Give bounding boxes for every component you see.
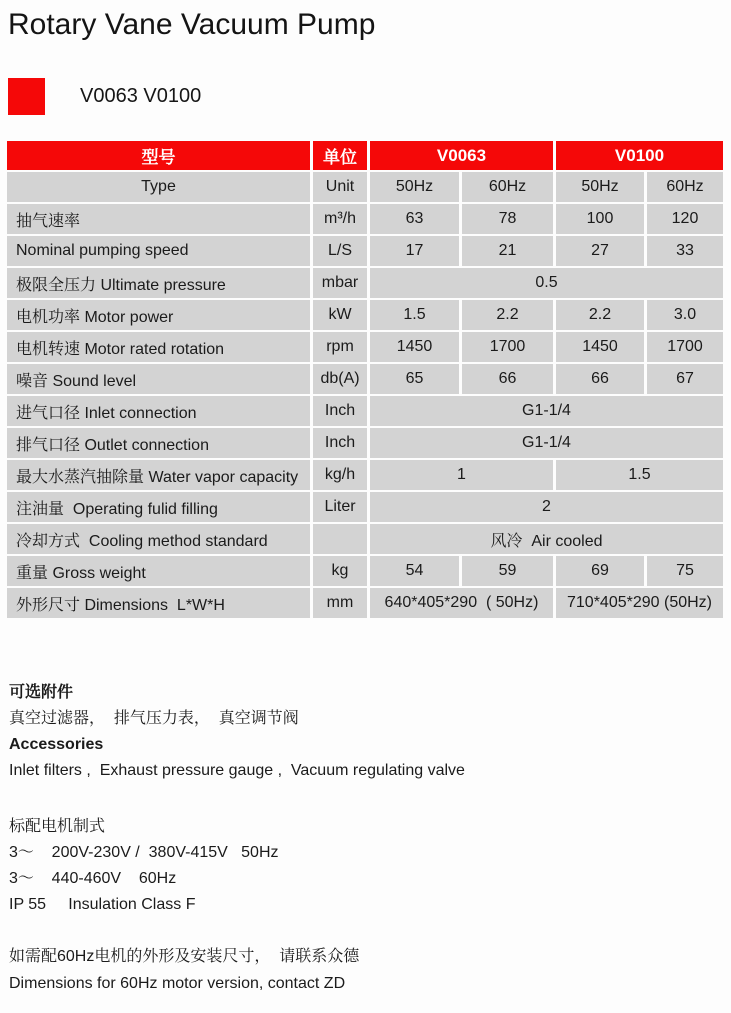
value-cell: 75 bbox=[647, 556, 723, 586]
value-cell: 69 bbox=[556, 556, 644, 586]
row-label: 冷却方式 Cooling method standard bbox=[7, 524, 310, 554]
unit-cell: kW bbox=[313, 300, 367, 330]
value-cell-merged: G1-1/4 bbox=[370, 396, 723, 426]
row-label: 抽气速率 bbox=[7, 204, 310, 234]
table-row-operating-fluid-filling bbox=[7, 492, 723, 522]
value-cell: 63 bbox=[370, 204, 459, 234]
value-cell: 33 bbox=[647, 236, 723, 266]
row-label: 电机转速 Motor rated rotation bbox=[7, 332, 310, 362]
row-label: Nominal pumping speed bbox=[7, 236, 310, 266]
value-cell: 27 bbox=[556, 236, 644, 266]
header-unit-col: 单位 bbox=[313, 141, 367, 170]
model-badge-label: V0063 V0100 bbox=[80, 85, 202, 107]
value-cell: 66 bbox=[556, 364, 644, 394]
footer-note bbox=[9, 943, 359, 997]
value-cell: 54 bbox=[370, 556, 459, 586]
motor-title: 标配电机制式 bbox=[9, 818, 106, 835]
unit-cell: db(A) bbox=[313, 364, 367, 394]
header-model-a: V0063 bbox=[370, 141, 553, 170]
unit-cell: L/S bbox=[313, 236, 367, 266]
header-model-col: 型号 bbox=[7, 141, 310, 170]
table-row-inlet-connection bbox=[7, 396, 723, 426]
unit-cell: kg bbox=[313, 556, 367, 586]
value-cell-merged: 710*405*290 (50Hz) bbox=[556, 588, 723, 618]
accessories-list-en: Inlet filters , Exhaust pressure gauge , Vacuum regulating valve bbox=[9, 762, 465, 779]
footer-note-en: Dimensions for 60Hz motor version, contact ZD bbox=[9, 975, 346, 992]
value-cell: 1700 bbox=[462, 332, 553, 362]
row-label: 重量 Gross weight bbox=[7, 556, 310, 586]
table-subheader-row bbox=[7, 172, 723, 202]
table-row-dimensions bbox=[7, 588, 723, 618]
page-title: Rotary Vane Vacuum Pump bbox=[8, 8, 376, 41]
row-label: Type bbox=[7, 172, 310, 202]
unit-cell: mm bbox=[313, 588, 367, 618]
unit-cell: rpm bbox=[313, 332, 367, 362]
table-row-motor-rated-rotation bbox=[7, 332, 723, 362]
model-badge-row bbox=[8, 78, 201, 115]
value-cell: 1700 bbox=[647, 332, 723, 362]
table-row-ultimate-pressure bbox=[7, 268, 723, 298]
table-header-row bbox=[7, 141, 723, 170]
value-cell: 17 bbox=[370, 236, 459, 266]
value-cell: 67 bbox=[647, 364, 723, 394]
accessories-title-cn: 可选附件 bbox=[9, 684, 74, 701]
value-cell-merged: 1.5 bbox=[556, 460, 723, 490]
table-row-pumping-speed-m3h bbox=[7, 204, 723, 234]
table-row-gross-weight bbox=[7, 556, 723, 586]
value-cell-merged: 2 bbox=[370, 492, 723, 522]
freq-cell: 50Hz bbox=[370, 172, 459, 202]
accessories-note bbox=[9, 680, 465, 784]
motor-protection-class: IP 55 Insulation Class F bbox=[9, 896, 196, 913]
row-label: 进气口径 Inlet connection bbox=[7, 396, 310, 426]
table-row-motor-power bbox=[7, 300, 723, 330]
unit-cell: mbar bbox=[313, 268, 367, 298]
value-cell: 3.0 bbox=[647, 300, 723, 330]
row-label: 排气口径 Outlet connection bbox=[7, 428, 310, 458]
value-cell: 1.5 bbox=[370, 300, 459, 330]
table-row-nominal-pumping-speed bbox=[7, 236, 723, 266]
motor-voltage-50hz: 3～ 200V-230V / 380V-415V 50Hz bbox=[9, 844, 279, 861]
row-label: 注油量 Operating fulid filling bbox=[7, 492, 310, 522]
value-cell: 2.2 bbox=[462, 300, 553, 330]
accessories-title-en: Accessories bbox=[9, 736, 104, 753]
value-cell: 65 bbox=[370, 364, 459, 394]
header-model-b: V0100 bbox=[556, 141, 723, 170]
table-row-outlet-connection bbox=[7, 428, 723, 458]
unit-cell: kg/h bbox=[313, 460, 367, 490]
value-cell: 100 bbox=[556, 204, 644, 234]
value-cell: 78 bbox=[462, 204, 553, 234]
unit-cell bbox=[313, 524, 367, 554]
motor-voltage-60hz: 3～ 440-460V 60Hz bbox=[9, 870, 177, 887]
freq-cell: 50Hz bbox=[556, 172, 644, 202]
value-cell-merged: 风冷 Air cooled bbox=[370, 524, 723, 554]
value-cell-merged: G1-1/4 bbox=[370, 428, 723, 458]
value-cell: 21 bbox=[462, 236, 553, 266]
value-cell: 59 bbox=[462, 556, 553, 586]
spec-table bbox=[4, 139, 726, 620]
row-label: 电机功率 Motor power bbox=[7, 300, 310, 330]
motor-standard-note bbox=[9, 814, 279, 918]
unit-cell: Inch bbox=[313, 428, 367, 458]
value-cell-merged: 0.5 bbox=[370, 268, 723, 298]
unit-cell: Liter bbox=[313, 492, 367, 522]
table-row-cooling-method bbox=[7, 524, 723, 554]
value-cell-merged: 1 bbox=[370, 460, 553, 490]
table-row-water-vapor-capacity bbox=[7, 460, 723, 490]
unit-cell: Inch bbox=[313, 396, 367, 426]
footer-note-cn: 如需配60Hz电机的外形及安装尺寸， 请联系众德 bbox=[9, 948, 360, 965]
spec-table-container bbox=[4, 139, 726, 620]
freq-cell: 60Hz bbox=[462, 172, 553, 202]
value-cell: 1450 bbox=[370, 332, 459, 362]
unit-cell: m³/h bbox=[313, 204, 367, 234]
value-cell: 120 bbox=[647, 204, 723, 234]
row-label: 极限全压力 Ultimate pressure bbox=[7, 268, 310, 298]
value-cell: 66 bbox=[462, 364, 553, 394]
value-cell: 2.2 bbox=[556, 300, 644, 330]
value-cell: 1450 bbox=[556, 332, 644, 362]
unit-cell: Unit bbox=[313, 172, 367, 202]
value-cell-merged: 640*405*290 ( 50Hz) bbox=[370, 588, 553, 618]
row-label: 噪音 Sound level bbox=[7, 364, 310, 394]
accessories-list-cn: 真空过滤器， 排气压力表， 真空调节阀 bbox=[9, 710, 299, 727]
red-square-icon bbox=[8, 78, 45, 115]
row-label: 最大水蒸汽抽除量 Water vapor capacity bbox=[7, 460, 310, 490]
freq-cell: 60Hz bbox=[647, 172, 723, 202]
row-label: 外形尺寸 Dimensions L*W*H bbox=[7, 588, 310, 618]
table-row-sound-level bbox=[7, 364, 723, 394]
